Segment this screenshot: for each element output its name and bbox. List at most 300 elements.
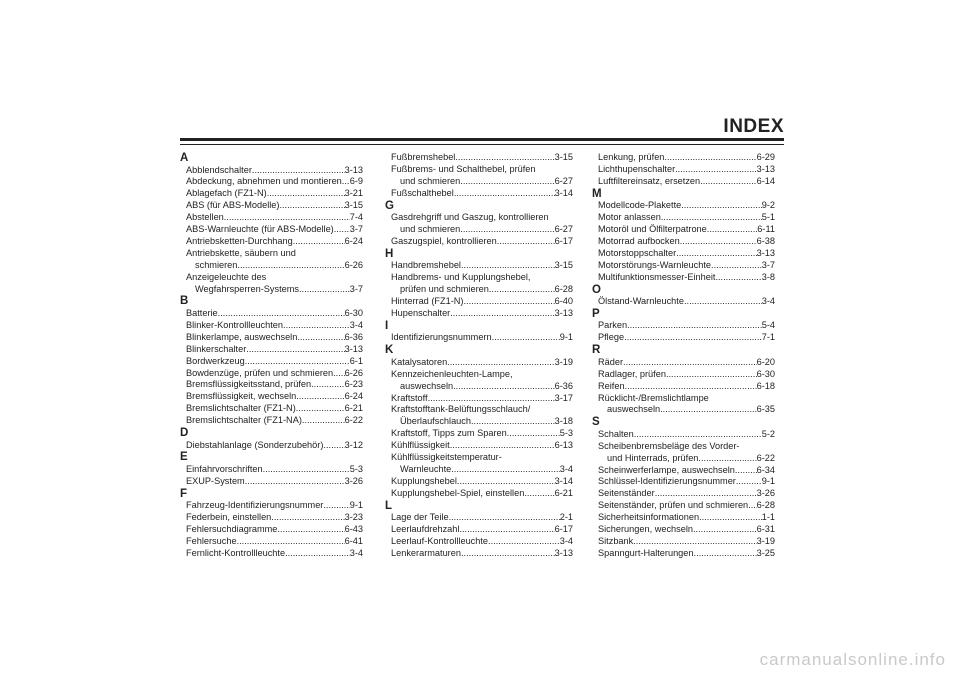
entry-text: Handbremshebel	[391, 260, 461, 271]
index-entry	[180, 512, 363, 524]
dot-leader	[252, 165, 345, 177]
dot-leader	[302, 415, 345, 427]
index-entry	[592, 548, 775, 560]
dot-leader	[342, 176, 350, 188]
entry-text: Gaszugspiel, kontrollieren	[391, 235, 497, 246]
dot-leader	[454, 188, 555, 200]
entry-text: Bremslichtschalter (FZ1-NA)	[186, 415, 302, 426]
entry-text: Fernlicht-Kontrollleuchte	[186, 547, 286, 558]
page-ref: 6-28	[554, 284, 573, 295]
index-entry	[592, 164, 775, 176]
index-entry	[180, 356, 363, 368]
index-entry	[385, 212, 573, 236]
page-ref: 6-14	[756, 175, 775, 186]
page-ref: 3-8	[761, 271, 775, 282]
index-entry	[385, 536, 573, 548]
page-ref: 6-13	[554, 440, 573, 451]
entry-text: Anzeigeleuchte des	[186, 271, 267, 282]
page-ref: 5-3	[349, 463, 363, 474]
dot-leader	[666, 369, 757, 381]
index-entry	[592, 200, 775, 212]
index-entry	[385, 369, 573, 393]
page-title: INDEX	[723, 116, 784, 137]
page-ref: 6-27	[554, 175, 573, 186]
page-ref: 3-13	[344, 164, 363, 175]
dot-leader	[633, 536, 756, 548]
entry-text: Fehlersuche	[186, 535, 237, 546]
entry-text: Radlager, prüfen	[598, 368, 666, 379]
index-entry	[592, 381, 775, 393]
dot-leader	[664, 152, 756, 164]
index-entry	[592, 512, 775, 524]
dot-leader	[680, 236, 757, 248]
page-ref: 6-43	[344, 524, 363, 535]
index-entry	[592, 248, 775, 260]
page-ref: 3-19	[554, 356, 573, 367]
index-entry	[180, 176, 363, 188]
entry-text: Blinkerlampe, auswechseln	[186, 331, 298, 342]
index-entry	[180, 200, 363, 212]
dot-leader	[460, 224, 554, 236]
index-entry	[180, 476, 363, 488]
entry-text: Blinker-Kontrollleuchten	[186, 319, 284, 330]
page-ref: 9-2	[761, 200, 775, 211]
index-column-2	[385, 152, 573, 560]
index-entry	[385, 393, 573, 405]
page-ref: 6-23	[344, 379, 363, 390]
entry-text: Ablagefach (FZ1-N)	[186, 188, 267, 199]
page-ref: 3-23	[344, 512, 363, 523]
page-ref: 2-1	[559, 512, 573, 523]
index-entry	[385, 272, 573, 296]
dot-leader	[524, 488, 554, 500]
entry-text: Bowdenzüge, prüfen und schmieren	[186, 367, 334, 378]
entry-text: EXUP-System	[186, 475, 245, 486]
dot-leader	[655, 488, 757, 500]
page-ref: 6-22	[756, 452, 775, 463]
index-entry	[180, 500, 363, 512]
index-letter: F	[180, 487, 188, 500]
entry-text: Räder	[598, 356, 624, 367]
index-entry	[592, 224, 775, 236]
page-ref: 3-4	[349, 547, 363, 558]
entry-text: Einfahrvorschriften	[186, 463, 263, 474]
index-entry	[592, 476, 775, 488]
entry-text: Sicherheitsinformationen	[598, 512, 700, 523]
dot-leader	[623, 357, 757, 369]
dot-leader	[237, 536, 345, 548]
dot-leader	[299, 284, 350, 296]
index-entry	[385, 548, 573, 560]
page-ref: 6-36	[554, 380, 573, 391]
entry-text: Federbein, einstellen	[186, 512, 272, 523]
entry-text: Lichthupenschalter	[598, 163, 676, 174]
page-ref: 3-12	[344, 439, 363, 450]
entry-text: Scheinwerferlampe, auswechseln	[598, 464, 735, 475]
dot-leader	[464, 296, 555, 308]
page-ref: 5-4	[761, 320, 775, 331]
page-ref: 3-7	[349, 283, 363, 294]
dot-leader	[450, 440, 555, 452]
index-entry	[180, 248, 363, 272]
page-ref: 3-21	[344, 188, 363, 199]
page-ref: 6-30	[344, 307, 363, 318]
page-ref: 6-17	[554, 524, 573, 535]
entry-text: Seitenständer	[598, 488, 655, 499]
dot-leader	[267, 188, 345, 200]
dot-leader	[459, 524, 554, 536]
index-letter: R	[592, 344, 601, 357]
page-ref: 6-36	[344, 331, 363, 342]
page-ref: 6-20	[756, 356, 775, 367]
entry-text: Fahrzeug-Identifizierungsnummer	[186, 500, 324, 511]
entry-text: Bremsflüssigkeitsstand, prüfen	[186, 379, 312, 390]
dot-leader	[279, 200, 344, 212]
dot-leader	[246, 344, 344, 356]
dot-leader	[748, 500, 756, 512]
index-entry	[385, 296, 573, 308]
index-entry	[592, 500, 775, 512]
entry-text: auswechseln	[607, 404, 661, 415]
entry-text: Identifizierungsnummern	[391, 332, 492, 343]
index-entry	[180, 224, 363, 236]
index-letter: H	[385, 247, 394, 260]
index-entry	[385, 524, 573, 536]
entry-text: Spanngurt-Halterungen	[598, 547, 694, 558]
page-ref: 3-13	[344, 343, 363, 354]
page-ref: 6-21	[554, 487, 573, 498]
dot-leader	[660, 404, 756, 416]
dot-leader	[447, 357, 554, 369]
page-ref: 3-17	[554, 392, 573, 403]
entry-text: ABS-Warnleuchte (für ABS-Modelle)	[186, 224, 334, 235]
index-entry	[180, 272, 363, 296]
entry-text: Fußbrems- und Schalthebel, prüfen	[391, 163, 536, 174]
page-ref: 1-1	[761, 512, 775, 523]
dot-leader	[627, 320, 762, 332]
dot-leader	[455, 152, 554, 164]
dot-leader	[296, 403, 345, 415]
page-ref: 3-19	[756, 535, 775, 546]
page-ref: 3-13	[756, 163, 775, 174]
entry-text: Überlaufschlauch	[400, 416, 471, 427]
dot-leader	[715, 272, 761, 284]
dot-leader	[736, 476, 762, 488]
dot-leader	[311, 379, 345, 391]
dot-leader	[296, 391, 344, 403]
index-entry	[180, 165, 363, 177]
dot-leader	[283, 320, 350, 332]
entry-text: Blinkerschalter	[186, 343, 247, 354]
index-letter: I	[385, 319, 389, 332]
page-ref: 6-22	[344, 415, 363, 426]
dot-leader	[245, 356, 350, 368]
entry-text: Scheibenbremsbeläge des Vorder-	[598, 440, 740, 451]
index-entry	[385, 512, 573, 524]
page-ref: 7-1	[761, 332, 775, 343]
index-entry	[385, 332, 573, 344]
page-ref: 3-15	[554, 260, 573, 271]
page-ref: 6-26	[344, 367, 363, 378]
index-letter: G	[385, 199, 394, 212]
entry-text: Modellcode-Plakette	[598, 200, 682, 211]
entry-text: Hinterrad (FZ1-N)	[391, 296, 464, 307]
page-ref: 6-28	[756, 500, 775, 511]
entry-text: Fußschalthebel	[391, 187, 454, 198]
page-ref: 3-4	[559, 535, 573, 546]
page-ref: 5-3	[559, 428, 573, 439]
index-entry	[592, 212, 775, 224]
index-letter: E	[180, 451, 188, 464]
index-entry	[180, 391, 363, 403]
page-ref: 3-18	[554, 416, 573, 427]
index-entry	[180, 308, 363, 320]
dot-leader	[624, 332, 762, 344]
index-entry	[385, 236, 573, 248]
index-entry	[180, 415, 363, 427]
page-ref: 6-9	[349, 176, 363, 187]
index-entry	[385, 308, 573, 320]
entry-text: Wegfahrsperren-Systems	[195, 283, 299, 294]
index-entry	[592, 272, 775, 284]
dot-leader	[245, 476, 345, 488]
entry-text: Kühlflüssigkeit	[391, 440, 450, 451]
index-entry	[180, 212, 363, 224]
index-letter: S	[592, 416, 600, 429]
title-rule-thin	[180, 144, 784, 145]
page-ref: 6-31	[756, 524, 775, 535]
dot-leader	[451, 464, 559, 476]
entry-text: Bordwerkzeug	[186, 355, 245, 366]
dot-leader	[492, 332, 560, 344]
index-column-1	[180, 152, 363, 560]
entry-text: Katalysatoren	[391, 356, 448, 367]
entry-text: Kupplungshebel	[391, 475, 457, 486]
dot-leader	[684, 296, 762, 308]
dot-leader	[489, 284, 555, 296]
entry-text: Fehlersuchdiagramme	[186, 524, 278, 535]
page-ref: 6-40	[554, 296, 573, 307]
page-ref: 6-24	[344, 235, 363, 246]
entry-text: Abstellen	[186, 212, 224, 223]
index-entry	[592, 332, 775, 344]
dot-leader	[461, 260, 555, 272]
entry-text: prüfen und schmieren	[400, 284, 489, 295]
page-ref: 3-14	[554, 187, 573, 198]
dot-leader	[263, 464, 350, 476]
dot-leader	[694, 548, 757, 560]
page-ref: 9-1	[349, 500, 363, 511]
page-ref: 3-13	[554, 547, 573, 558]
page-ref: 6-35	[756, 404, 775, 415]
entry-text: Kennzeichenleuchten-Lampe,	[391, 368, 513, 379]
page-ref: 6-1	[349, 355, 363, 366]
page-ref: 3-26	[756, 488, 775, 499]
index-entry	[180, 236, 363, 248]
dot-leader	[693, 524, 757, 536]
index-letter: O	[592, 283, 601, 296]
index-letter: A	[180, 152, 189, 164]
page-ref: 5-1	[761, 212, 775, 223]
entry-text: schmieren	[195, 259, 238, 270]
index-entry	[180, 403, 363, 415]
entry-text: Gasdrehgriff und Gaszug, kontrollieren	[391, 212, 549, 223]
entry-text: Reifen	[598, 380, 625, 391]
entry-text: Fußbremshebel	[391, 152, 456, 162]
dot-leader	[333, 368, 345, 380]
index-letter: M	[592, 187, 602, 200]
page-ref: 3-15	[344, 200, 363, 211]
entry-text: Rücklicht-/Bremslichtlampe	[598, 392, 709, 403]
index-entry	[385, 476, 573, 488]
entry-text: Bremslichtschalter (FZ1-N)	[186, 403, 296, 414]
index-entry	[385, 452, 573, 476]
entry-text: Antriebskette, säubern und	[186, 247, 296, 258]
page-ref: 3-25	[756, 547, 775, 558]
dot-leader	[449, 512, 560, 524]
entry-text: Motorrad aufbocken	[598, 235, 680, 246]
page-ref: 3-15	[554, 152, 573, 162]
index-entry	[385, 404, 573, 428]
dot-leader	[634, 429, 762, 441]
index-entry	[592, 260, 775, 272]
entry-text: Ölstand-Warnleuchte	[598, 296, 684, 307]
page-ref: 6-24	[344, 391, 363, 402]
page-ref: 3-13	[554, 307, 573, 318]
entry-text: Lenkerarmaturen	[391, 547, 461, 558]
dot-leader	[453, 381, 554, 393]
index-entry	[180, 536, 363, 548]
dot-leader	[497, 236, 555, 248]
index-entry	[385, 357, 573, 369]
dot-leader	[457, 476, 555, 488]
entry-text: Kühlflüssigkeitstemperatur-	[391, 452, 502, 463]
dot-leader	[450, 308, 554, 320]
entry-text: Handbrems- und Kupplungshebel,	[391, 272, 531, 283]
dot-leader	[323, 440, 344, 452]
dot-leader	[661, 212, 762, 224]
entry-text: Multifunktionsmesser-Einheit	[598, 271, 716, 282]
index-entry	[592, 393, 775, 417]
dot-leader	[471, 416, 555, 428]
entry-text: Motoröl und Ölfilterpatrone	[598, 224, 707, 235]
dot-leader	[711, 260, 762, 272]
index-entry	[592, 296, 775, 308]
index-letter: P	[592, 307, 600, 320]
entry-text: Kupplungshebel-Spiel, einstellen	[391, 487, 525, 498]
page-ref: 6-41	[344, 535, 363, 546]
entry-text: Bremsflüssigkeit, wechseln	[186, 391, 297, 402]
entry-text: Sicherungen, wechseln	[598, 524, 693, 535]
index-entry	[385, 164, 573, 188]
entry-text: Lage der Teile	[391, 512, 449, 523]
index-entry	[385, 260, 573, 272]
index-entry	[180, 464, 363, 476]
index-entry	[592, 429, 775, 441]
index-entry	[385, 488, 573, 500]
title-rule	[180, 138, 784, 141]
dot-leader	[293, 236, 345, 248]
entry-text: ABS (für ABS-Modelle)	[186, 200, 280, 211]
page-ref: 6-38	[756, 235, 775, 246]
dot-leader	[277, 524, 344, 536]
page-ref: 3-7	[761, 259, 775, 270]
index-letter: L	[385, 499, 393, 512]
page-ref: 3-14	[554, 475, 573, 486]
entry-text: Batterie	[186, 307, 218, 318]
index-entry	[592, 524, 775, 536]
dot-leader	[428, 393, 555, 405]
entry-text: Schalten	[598, 428, 634, 439]
entry-text: Seitenständer, prüfen und schmieren	[598, 500, 749, 511]
entry-text: Hupenschalter	[391, 307, 451, 318]
index-entry	[180, 344, 363, 356]
index-entry	[180, 440, 363, 452]
entry-text: Kraftstoff, Tipps zum Sparen	[391, 428, 507, 439]
entry-text: und Hinterrads, prüfen	[607, 452, 699, 463]
index-entry	[385, 440, 573, 452]
index-entry	[385, 152, 573, 164]
entry-text: Abdeckung, abnehmen und montieren	[186, 176, 342, 187]
page-ref: 9-1	[559, 332, 573, 343]
index-letter: K	[385, 344, 394, 357]
index-entry	[180, 379, 363, 391]
dot-leader	[707, 224, 758, 236]
dot-leader	[735, 465, 757, 477]
index-entry	[592, 357, 775, 369]
entry-text: Motor anlassen	[598, 212, 661, 223]
dot-leader	[488, 536, 560, 548]
index-entry	[592, 465, 775, 477]
index-entry	[592, 441, 775, 465]
dot-leader	[698, 453, 756, 465]
dot-leader	[507, 428, 560, 440]
dot-leader	[237, 260, 344, 272]
entry-text: auswechseln	[400, 380, 454, 391]
entry-text: Pflege	[598, 332, 625, 343]
index-entry	[592, 488, 775, 500]
page-ref: 3-13	[756, 247, 775, 258]
page-ref: 3-4	[559, 463, 573, 474]
page-ref: 6-17	[554, 235, 573, 246]
entry-text: Parken	[598, 320, 628, 331]
dot-leader	[271, 512, 344, 524]
index-entry	[180, 368, 363, 380]
index-entry	[592, 536, 775, 548]
page-ref: 5-2	[761, 428, 775, 439]
dot-leader	[460, 176, 554, 188]
index-entry	[592, 320, 775, 332]
index-column-3	[592, 152, 775, 560]
index-entry	[592, 152, 775, 164]
dot-leader	[699, 512, 762, 524]
entry-text: Diebstahlanlage (Sonderzubehör)	[186, 439, 324, 450]
index-entry	[180, 320, 363, 332]
page-ref: 6-21	[344, 403, 363, 414]
entry-text: und schmieren	[400, 175, 461, 186]
dot-leader	[461, 548, 555, 560]
entry-text: Leerlaufdrehzahl	[391, 524, 460, 535]
index-letter: B	[180, 295, 189, 308]
page-ref: 6-29	[756, 152, 775, 162]
entry-text: Schlüssel-Identifizierungsnummer	[598, 476, 736, 487]
dot-leader	[323, 500, 349, 512]
dot-leader	[218, 308, 345, 320]
index-entry	[592, 236, 775, 248]
entry-text: und schmieren	[400, 224, 461, 235]
index-letter: D	[180, 427, 189, 440]
watermark: carmanualsonline.info	[759, 650, 946, 669]
